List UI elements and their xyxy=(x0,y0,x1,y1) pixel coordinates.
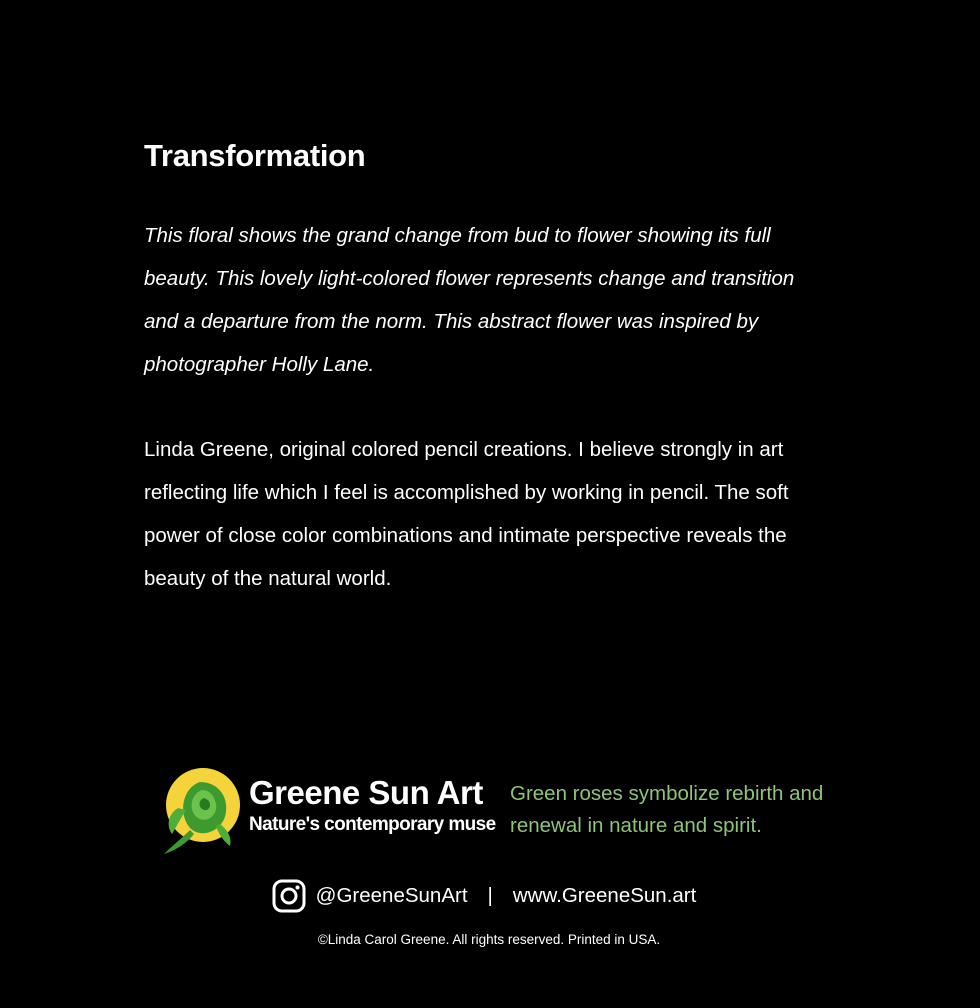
copyright-notice: ©Linda Carol Greene. All rights reserved. Printed in USA. xyxy=(317,932,661,947)
green-rose-logo-icon xyxy=(160,764,244,858)
instagram-handle[interactable]: @GreeneSunArt xyxy=(315,884,468,907)
website-link[interactable]: www.GreeneSun.art xyxy=(512,884,697,907)
separator: | xyxy=(487,884,493,907)
artwork-title: Transformation xyxy=(144,138,366,173)
artwork-description: This floral shows the grand change from bud to flower showing its full beauty. This lovely light-colored flower represents change and transition and a departure from the norm. This abstract flower was inspired by photographer Holly Lane. xyxy=(144,224,795,376)
brand-tagline: Nature's contemporary muse xyxy=(249,814,496,835)
instagram-icon[interactable] xyxy=(272,879,306,913)
green-roses-symbol-text: Green roses symbolize rebirth and renewal in nature and spirit. xyxy=(510,782,824,837)
brand-name: Greene Sun Art xyxy=(249,774,483,811)
artist-bio: Linda Greene, original colored pencil creations. I believe strongly in art reflecting life which I feel is accomplished by working in pencil. The soft power of close color combinations and intimate perspective reveals the beauty of the natural world. xyxy=(144,438,789,590)
contact-row xyxy=(0,876,980,916)
